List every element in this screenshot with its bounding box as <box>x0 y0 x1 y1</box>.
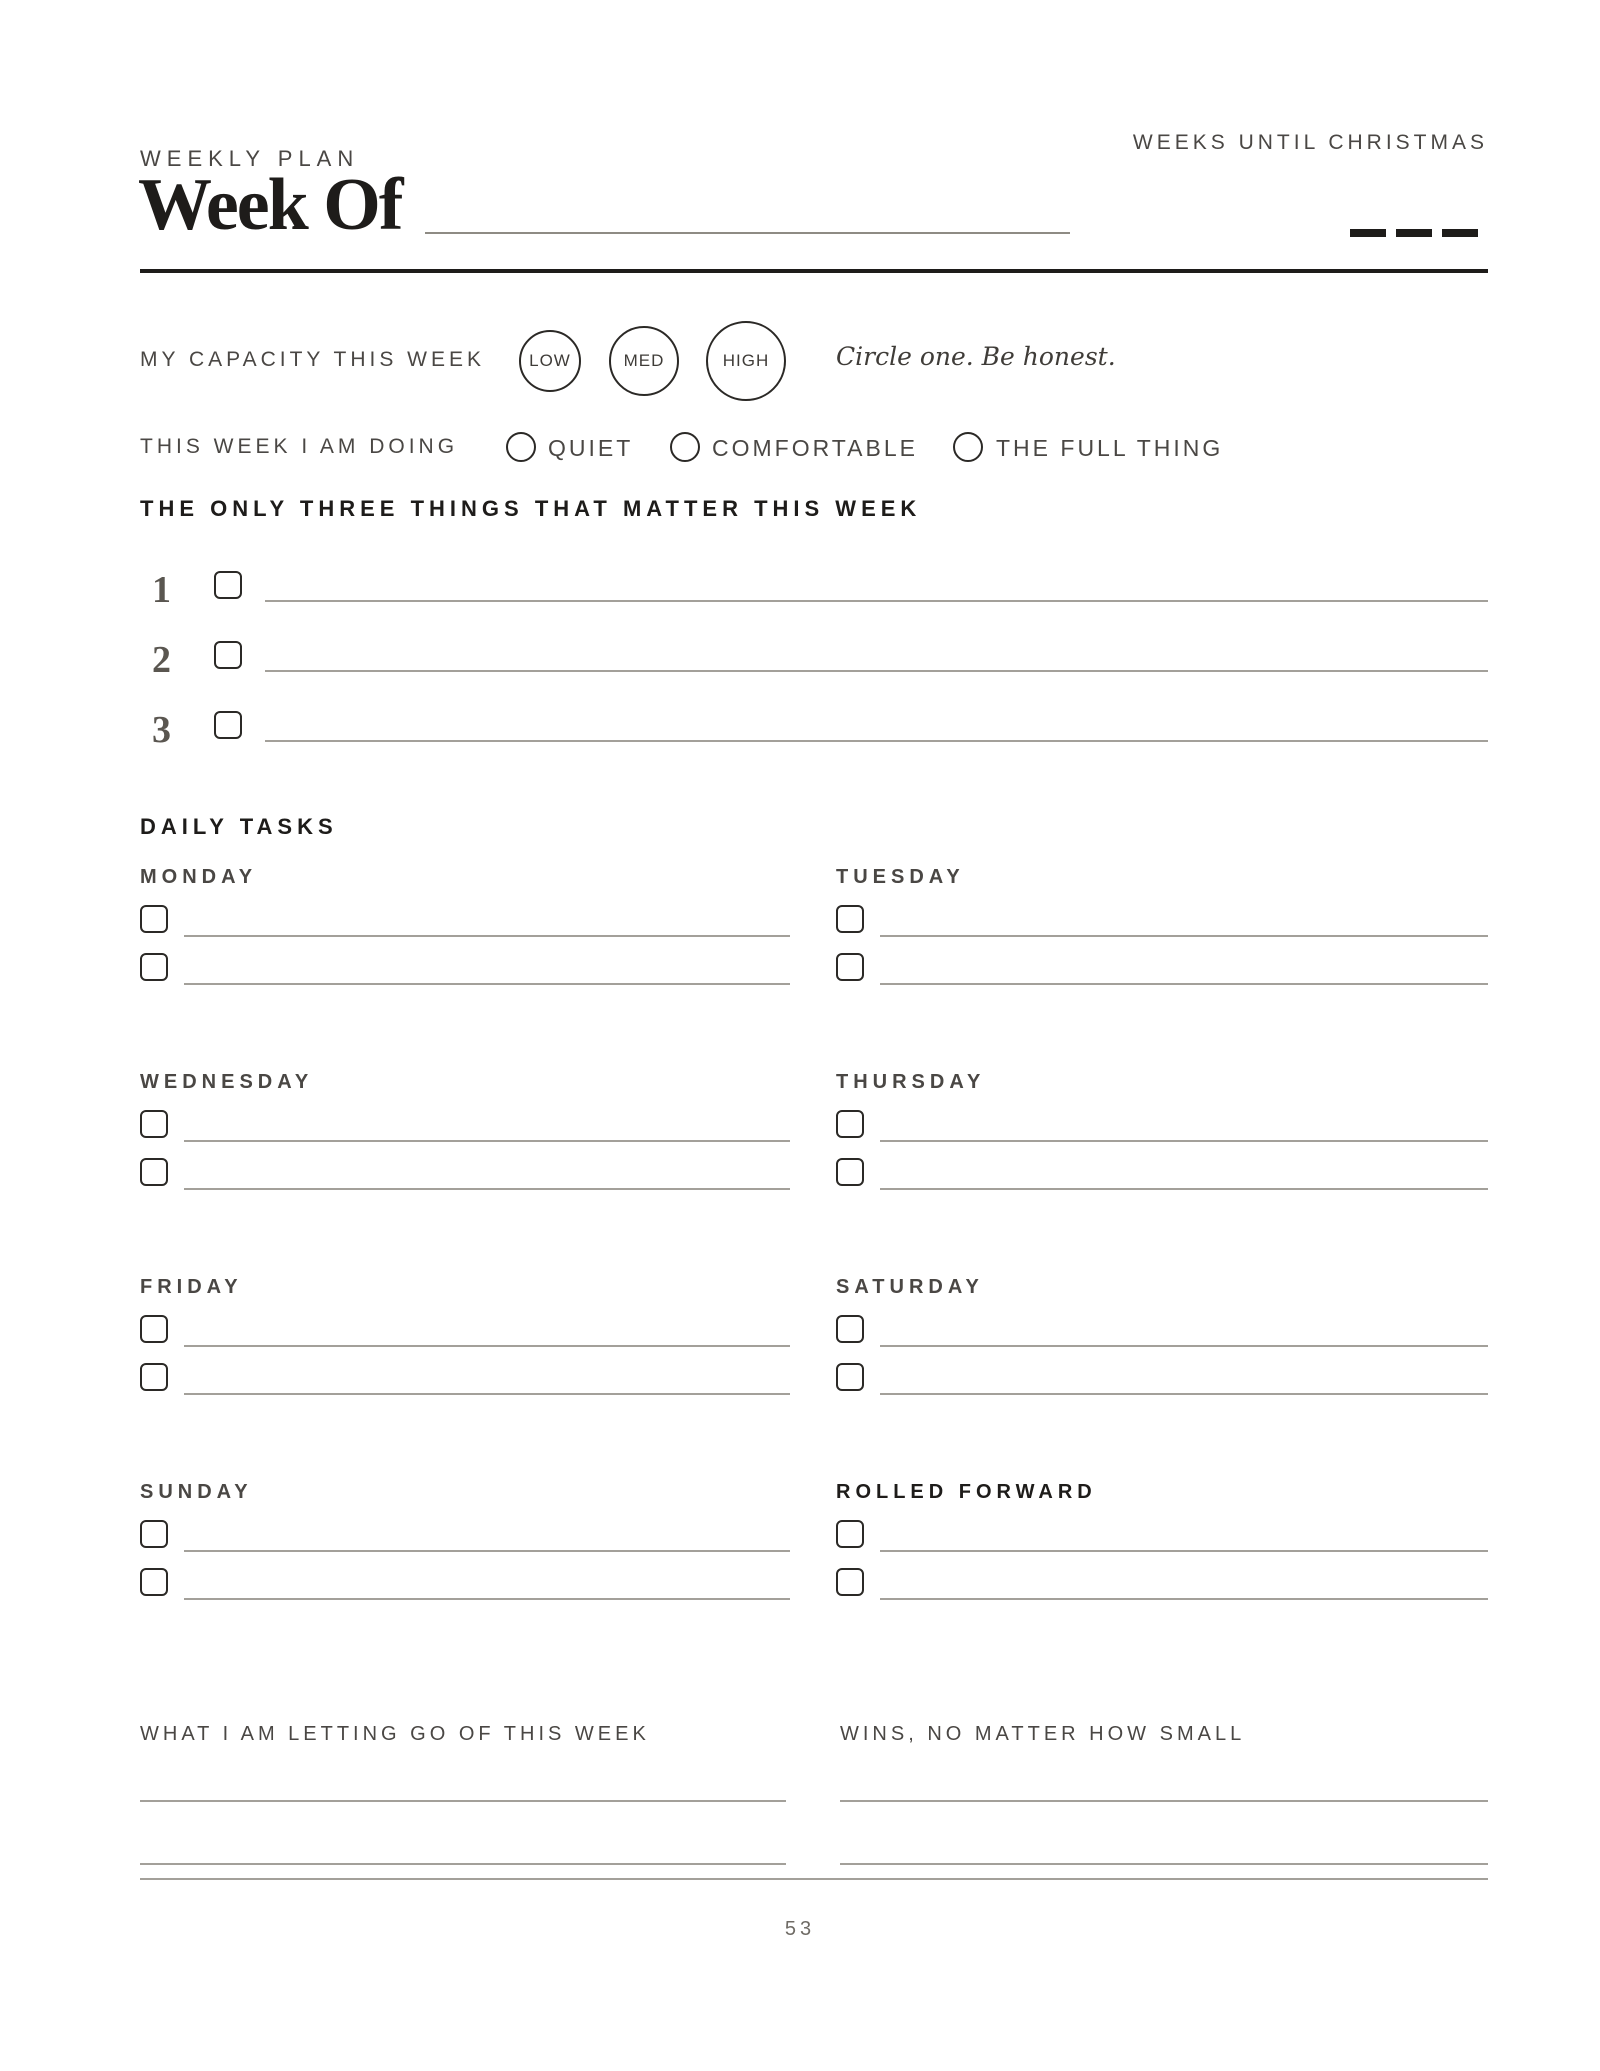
day-label-wednesday: WEDNESDAY <box>140 1071 314 1093</box>
weeks-until-christmas-label: WEEKS UNTIL CHRISTMAS <box>1132 131 1488 154</box>
task-checkbox[interactable] <box>140 1315 168 1343</box>
week-of-write-line[interactable] <box>425 232 1070 234</box>
task-checkbox[interactable] <box>140 1110 168 1138</box>
task-checkbox[interactable] <box>836 1363 864 1391</box>
priority-line-2[interactable] <box>265 670 1488 672</box>
letting-go-line-1[interactable] <box>140 1800 786 1802</box>
task-checkbox[interactable] <box>140 905 168 933</box>
doing-option-quiet-label: QUIET <box>548 435 634 461</box>
priority-line-1[interactable] <box>265 600 1488 602</box>
task-line[interactable] <box>184 1345 790 1347</box>
task-checkbox[interactable] <box>836 1158 864 1186</box>
doing-option-full-thing-label: THE FULL THING <box>996 435 1224 461</box>
page-number: 53 <box>784 1918 816 1940</box>
task-checkbox[interactable] <box>140 1568 168 1596</box>
capacity-option-med[interactable]: MED <box>609 326 679 396</box>
task-checkbox[interactable] <box>140 1158 168 1186</box>
task-line[interactable] <box>184 1598 790 1600</box>
priority-number-1: 1 <box>152 569 171 611</box>
priority-number-2: 2 <box>152 639 171 681</box>
header-divider <box>140 269 1488 273</box>
priority-number-3: 3 <box>152 709 171 751</box>
task-line[interactable] <box>880 935 1488 937</box>
day-label-monday: MONDAY <box>140 866 258 888</box>
daily-tasks-heading: DAILY TASKS <box>140 814 338 839</box>
capacity-option-low[interactable]: LOW <box>519 330 581 392</box>
task-checkbox[interactable] <box>140 1520 168 1548</box>
letting-go-line-2[interactable] <box>140 1863 786 1865</box>
capacity-note: Circle one. Be honest. <box>836 342 1116 371</box>
task-line[interactable] <box>184 983 790 985</box>
task-line[interactable] <box>880 1140 1488 1142</box>
task-checkbox[interactable] <box>140 953 168 981</box>
priority-checkbox-2[interactable] <box>214 641 242 669</box>
letting-go-label: WHAT I AM LETTING GO OF THIS WEEK <box>140 1723 650 1745</box>
doing-option-comfortable-label: COMFORTABLE <box>712 435 918 461</box>
doing-radio-full-thing[interactable] <box>953 432 983 462</box>
task-line[interactable] <box>184 1188 790 1190</box>
priority-checkbox-3[interactable] <box>214 711 242 739</box>
task-line[interactable] <box>880 983 1488 985</box>
day-label-saturday: SATURDAY <box>836 1276 984 1298</box>
task-checkbox[interactable] <box>140 1363 168 1391</box>
task-line[interactable] <box>184 935 790 937</box>
task-checkbox[interactable] <box>836 1568 864 1596</box>
task-checkbox[interactable] <box>836 1110 864 1138</box>
page-title: Week Of <box>138 164 402 246</box>
doing-label: THIS WEEK I AM DOING <box>140 435 459 458</box>
task-checkbox[interactable] <box>836 905 864 933</box>
day-label-tuesday: TUESDAY <box>836 866 965 888</box>
wins-label: WINS, NO MATTER HOW SMALL <box>840 1723 1246 1745</box>
task-line[interactable] <box>184 1393 790 1395</box>
task-line[interactable] <box>880 1393 1488 1395</box>
priority-checkbox-1[interactable] <box>214 571 242 599</box>
task-line[interactable] <box>880 1345 1488 1347</box>
task-line[interactable] <box>880 1598 1488 1600</box>
task-checkbox[interactable] <box>836 953 864 981</box>
priority-line-3[interactable] <box>265 740 1488 742</box>
priorities-heading: THE ONLY THREE THINGS THAT MATTER THIS WEEK <box>140 496 922 521</box>
task-line[interactable] <box>880 1550 1488 1552</box>
wins-line-2[interactable] <box>840 1863 1488 1865</box>
doing-radio-quiet[interactable] <box>506 432 536 462</box>
day-label-friday: FRIDAY <box>140 1276 243 1298</box>
doing-radio-comfortable[interactable] <box>670 432 700 462</box>
day-label-sunday: SUNDAY <box>140 1481 253 1503</box>
weeks-count-blank-3[interactable] <box>1442 229 1478 237</box>
task-checkbox[interactable] <box>836 1520 864 1548</box>
weeks-count-blank-1[interactable] <box>1350 229 1386 237</box>
task-line[interactable] <box>184 1550 790 1552</box>
capacity-option-high[interactable]: HIGH <box>706 321 786 401</box>
section-kicker: WEEKLY PLAN <box>140 146 360 171</box>
task-line[interactable] <box>184 1140 790 1142</box>
weeks-count-blank-2[interactable] <box>1396 229 1432 237</box>
day-label-rolled-forward: ROLLED FORWARD <box>836 1481 1097 1503</box>
task-line[interactable] <box>880 1188 1488 1190</box>
footer-divider <box>140 1878 1488 1880</box>
capacity-label: MY CAPACITY THIS WEEK <box>140 348 486 371</box>
day-label-thursday: THURSDAY <box>836 1071 986 1093</box>
wins-line-1[interactable] <box>840 1800 1488 1802</box>
task-checkbox[interactable] <box>836 1315 864 1343</box>
